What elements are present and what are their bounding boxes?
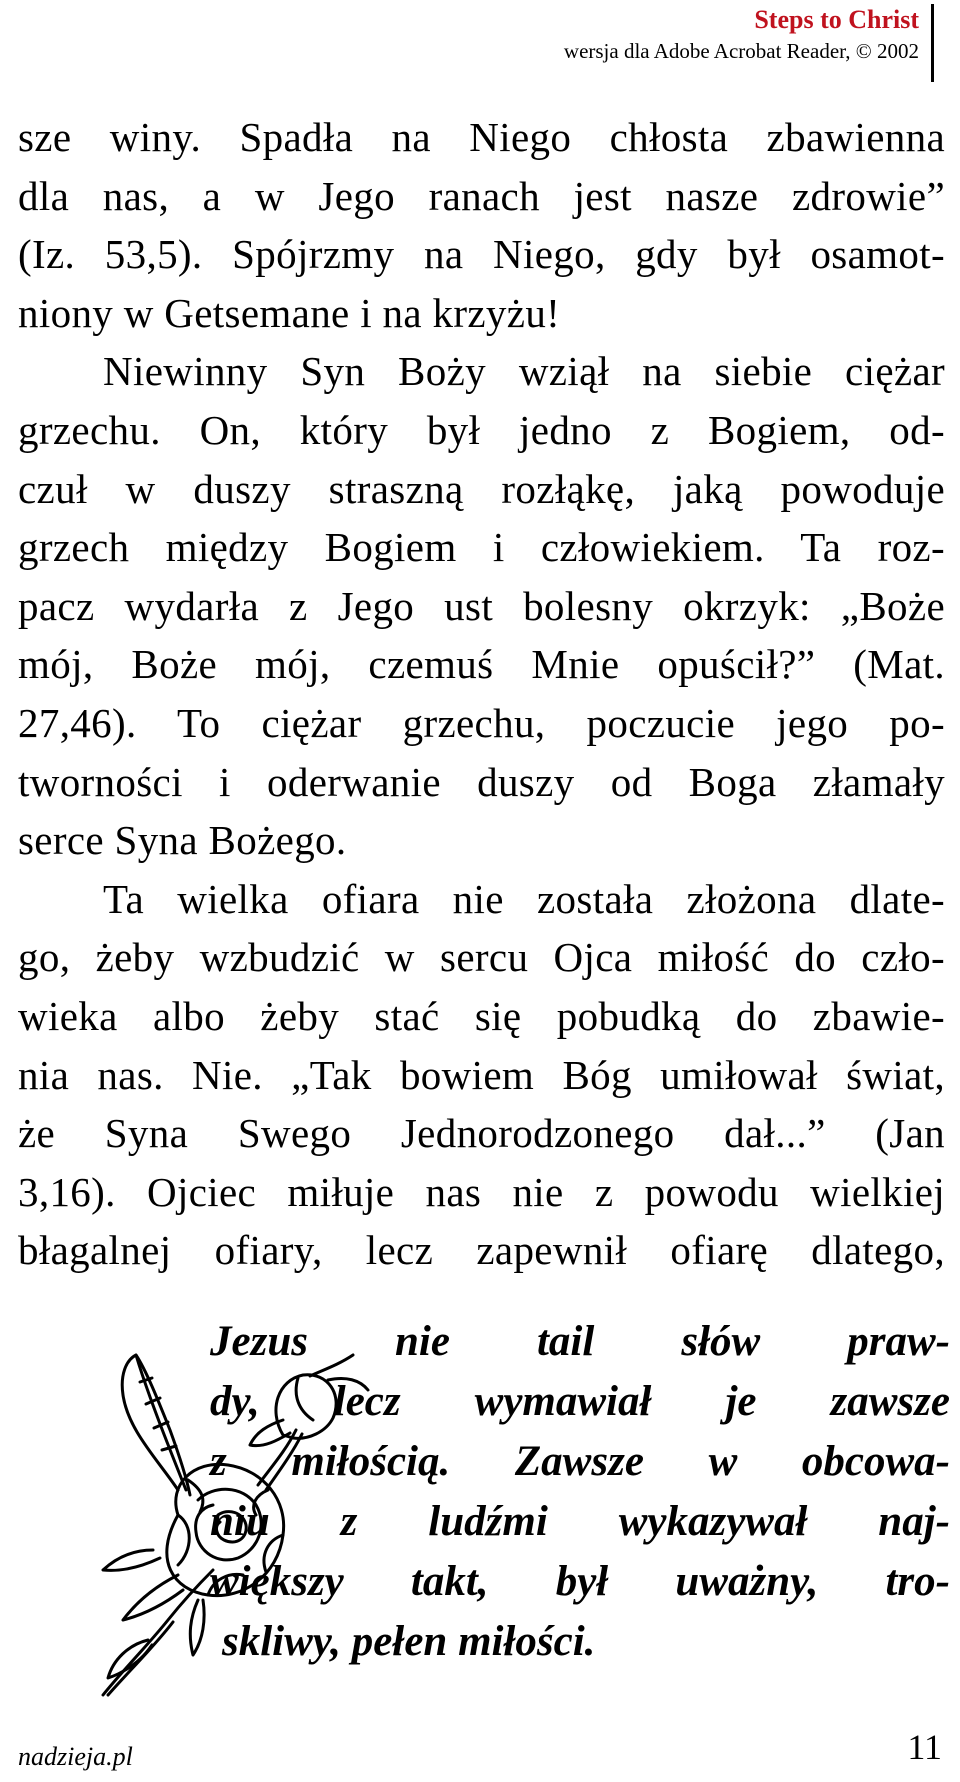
text-line: go, żeby wzbudzić w sercu Ojca miłość do czło-	[18, 934, 945, 981]
text-line: błagalnej ofiary, lecz zapewnił ofiarę dlatego,	[18, 1227, 945, 1274]
text-line: sze winy. Spadła na Niego chłosta zbawienna	[18, 114, 945, 160]
footer-site: nadzieja.pl	[18, 1742, 133, 1771]
page-number: 11	[907, 1727, 942, 1767]
text-line: 3,16). Ojciec miłuje nas nie z powodu wielkiej	[18, 1168, 945, 1215]
pull-quote	[210, 1312, 950, 1672]
running-header	[564, 4, 934, 82]
text-line: dla nas, a w Jego ranach jest nasze zdrowie”	[18, 172, 945, 219]
text-line: mój, Boże mój, czemuś Mnie opuścił?” (Mat.	[18, 641, 945, 688]
quote-line: dy, lecz wymawiał je zawsze	[210, 1378, 950, 1425]
text-line: 27,46). To ciężar grzechu, poczucie jego po-	[18, 699, 945, 746]
text-line: grzechu. On, który był jedno z Bogiem, od-	[18, 406, 945, 453]
book-title: Steps to Christ	[754, 5, 919, 34]
quote-line: Jezus nie tail słów praw-	[210, 1318, 950, 1365]
edition-note: wersja dla Adobe Acrobat Reader, © 2002	[563, 39, 919, 63]
text-line: Niewinny Syn Boży wziął na siebie ciężar	[103, 348, 945, 395]
quote-line: niu z ludźmi wykazywał naj-	[210, 1498, 950, 1545]
text-line: tworności i oderwanie duszy od Boga złamały	[18, 758, 945, 805]
body-text	[18, 108, 945, 1280]
text-line: wieka albo żeby stać się pobudką do zbawie-	[18, 992, 945, 1039]
text-line: grzech między Bogiem i człowiekiem. Ta roz-	[18, 524, 945, 571]
text-line: czuł w duszy straszną rozłąkę, jaką powoduje	[18, 465, 945, 512]
text-line: niony w Getsemane i na krzyżu!	[18, 289, 561, 336]
quote-line: większy takt, był uważny, tro-	[210, 1558, 950, 1605]
text-line: nia nas. Nie. „Tak bowiem Bóg umiłował świat,	[18, 1051, 945, 1098]
text-line: pacz wydarła z Jego ust bolesny okrzyk: „Boże	[18, 582, 945, 629]
text-line: że Syna Swego Jednorodzonego dał...” (Jan	[18, 1110, 945, 1157]
quote-line: skliwy, pełen miłości.	[222, 1618, 596, 1665]
text-line: serce Syna Bożego.	[18, 817, 347, 864]
text-line: Ta wielka ofiara nie została złożona dlate-	[103, 875, 945, 922]
text-line: (Iz. 53,5). Spójrzmy na Niego, gdy był osamot-	[18, 231, 945, 278]
quote-line: z miłością. Zawsze w obcowa-	[210, 1438, 950, 1485]
